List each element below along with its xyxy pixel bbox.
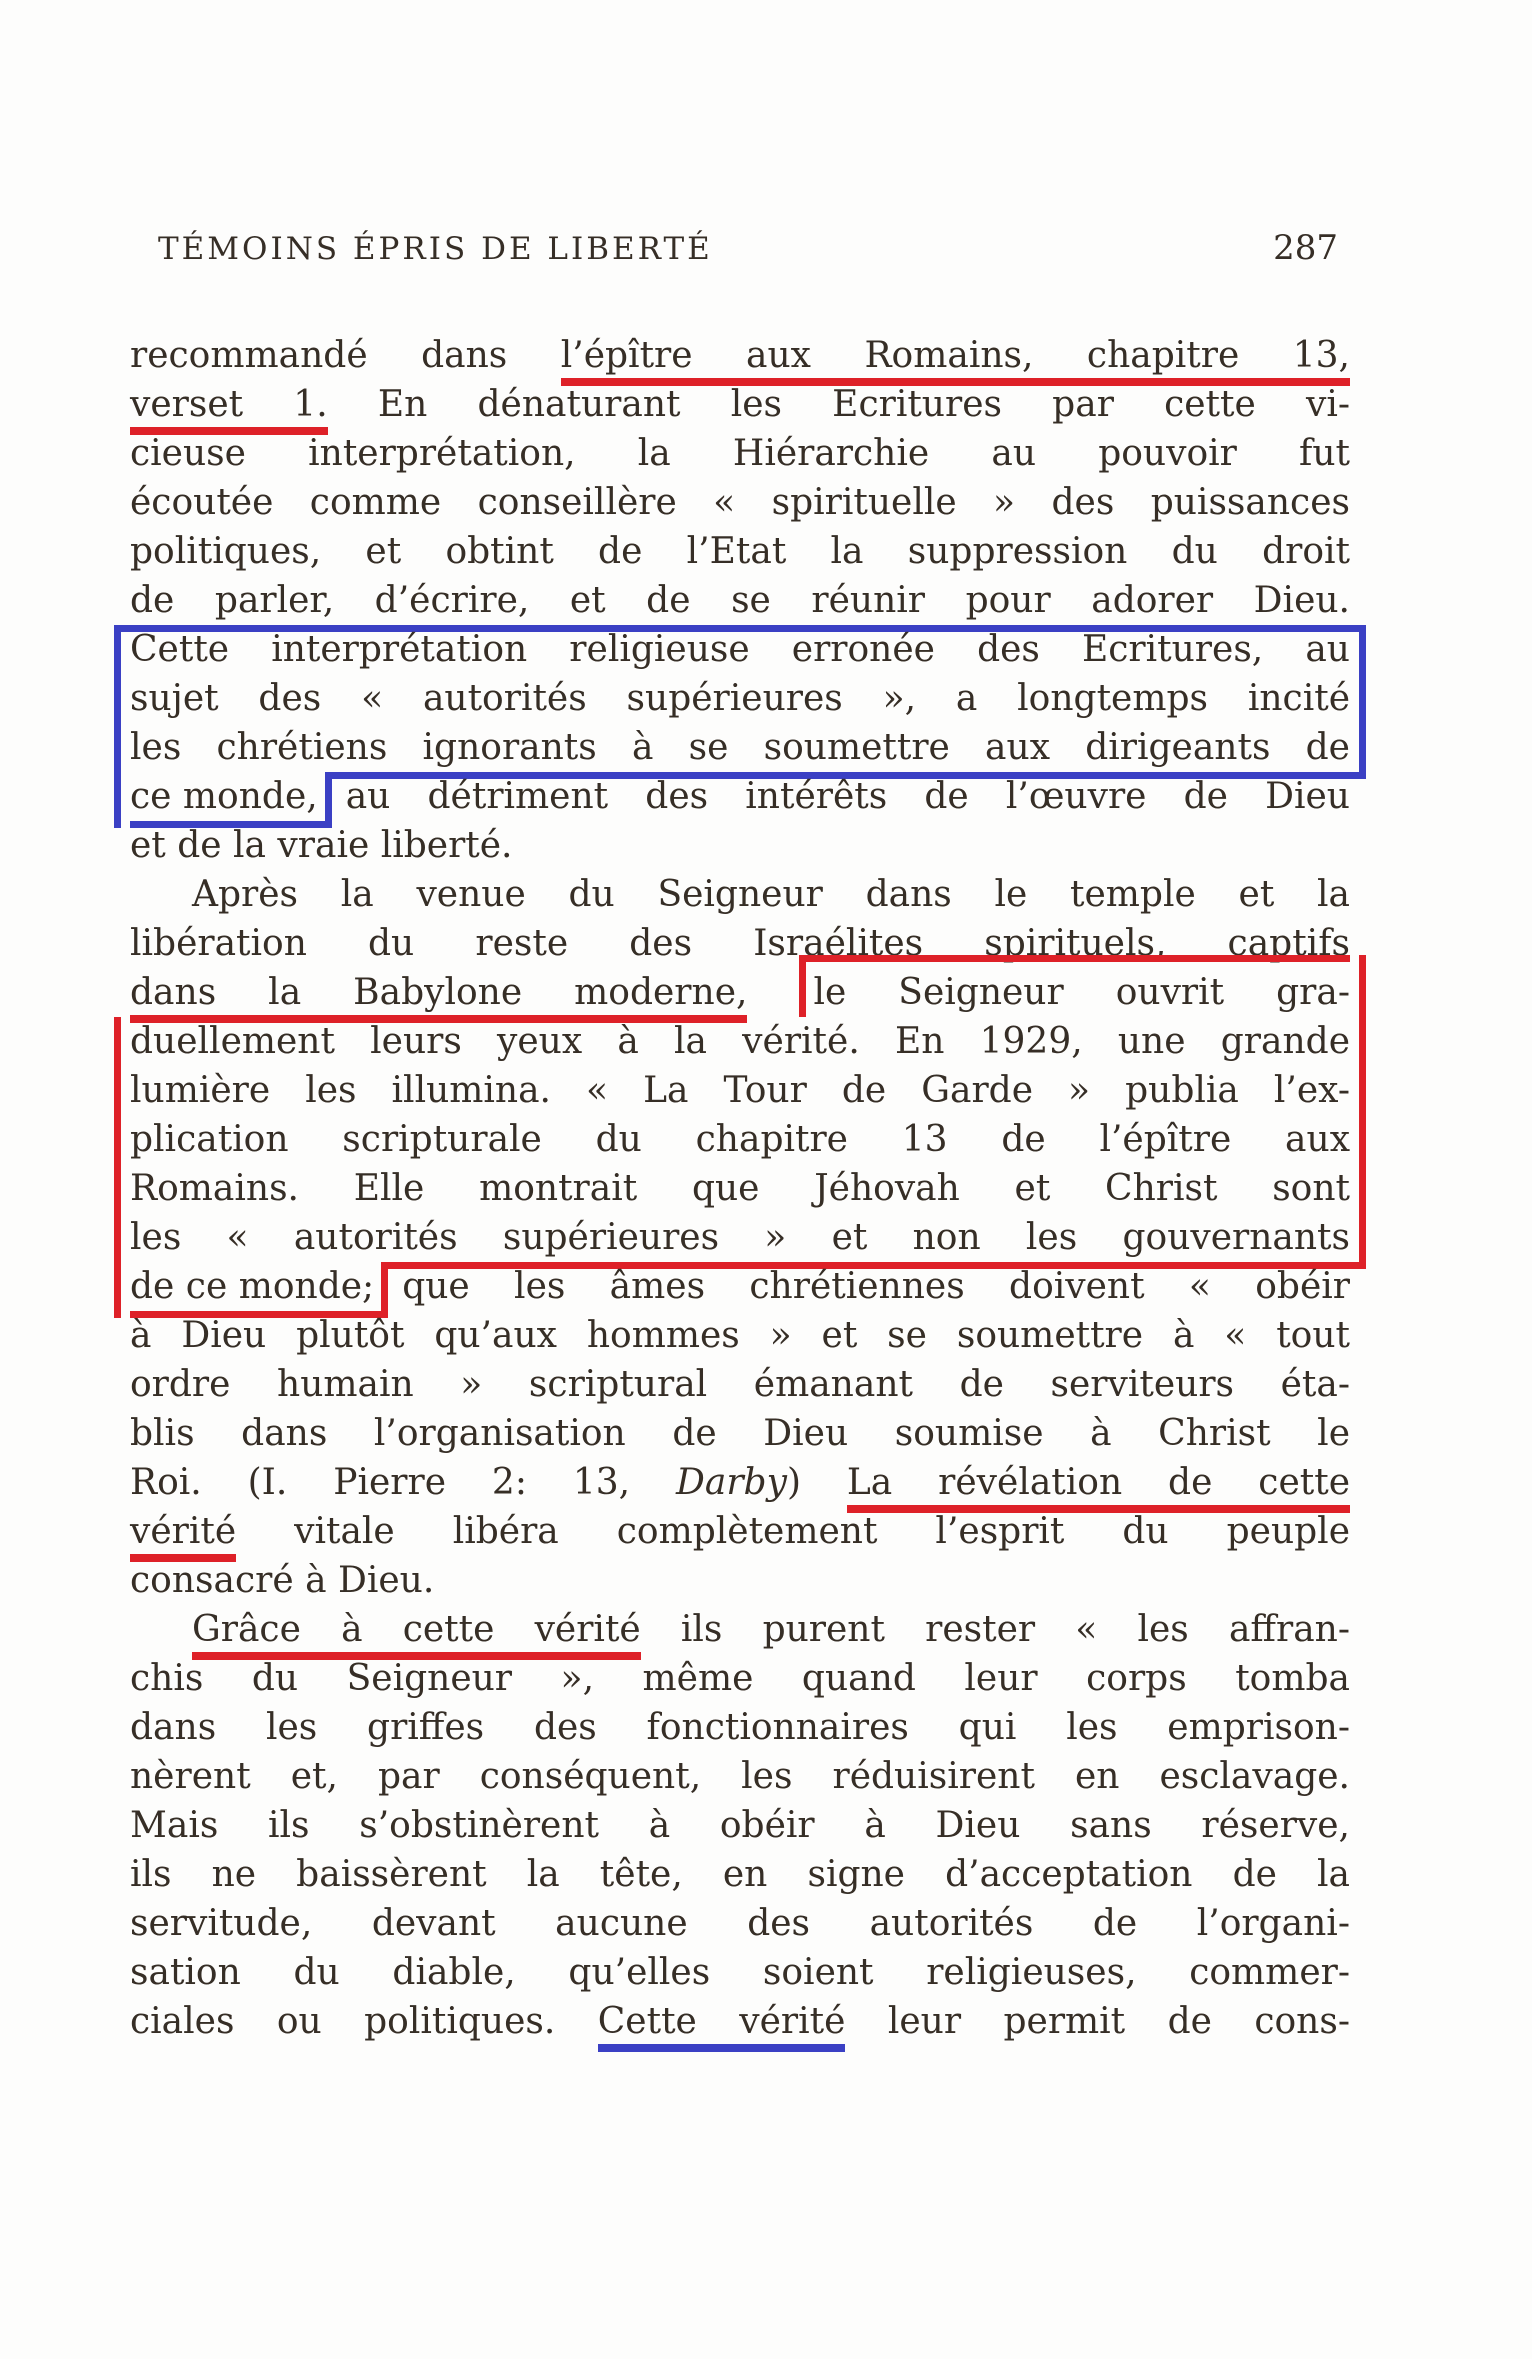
text-line — [130, 331, 1350, 380]
text-line — [130, 1458, 1350, 1507]
text-line — [130, 1654, 1350, 1703]
red-underline-segment: l’épître aux Romains, chapitre 13, — [561, 335, 1350, 386]
pocket-segment: ce monde, — [130, 772, 332, 828]
text-line — [130, 1948, 1350, 1997]
italic-segment: Darby — [676, 1462, 787, 1503]
text-line — [130, 1311, 1350, 1360]
page-header — [130, 228, 1350, 268]
text-line-annotated — [114, 625, 1366, 674]
rest-segment: au détriment des intérêts de l’œuvre de Dieu — [332, 772, 1366, 821]
text-line — [130, 870, 1350, 919]
text-line — [130, 576, 1350, 625]
text-segment: Cette interprétation religieuse erronée des Ecritures, au — [130, 629, 1350, 670]
text-segment: Mais ils s’obstinèrent à obéir à Dieu sans réserve, — [130, 1805, 1350, 1846]
text-line — [130, 1409, 1350, 1458]
text-segment: ordre humain » scriptural émanant de serviteurs éta- — [130, 1364, 1350, 1405]
text-line-annotated — [130, 968, 1350, 1017]
blue-underline-segment: Cette vérité — [598, 2001, 846, 2052]
text-segment: écoutée comme conseillère « spirituelle » des puissances — [130, 482, 1350, 523]
text-segment: à Dieu plutôt qu’aux hommes » et se soumettre à « tout — [130, 1315, 1350, 1356]
text-segment: recommandé dans — [130, 335, 561, 376]
red-underline-segment: vérité — [130, 1511, 236, 1562]
text-line — [130, 1507, 1350, 1556]
text-segment: sujet des « autorités supérieures », a longtemps incité — [130, 678, 1350, 719]
text-segment: leur permit de cons- — [845, 2001, 1350, 2042]
text-line — [130, 1605, 1350, 1654]
text-segment: ils purent rester « les affran- — [640, 1609, 1350, 1650]
text-line — [130, 380, 1350, 429]
text-segment: ils ne baissèrent la tête, en signe d’acceptation de la — [130, 1854, 1350, 1895]
text-segment: cieuse interprétation, la Hiérarchie au pouvoir fut — [130, 433, 1350, 474]
text-line — [130, 478, 1350, 527]
text-segment: sation du diable, qu’elles soient religieuses, commer- — [130, 1952, 1350, 1993]
text-segment: Après la venue du Seigneur dans le temple et la — [192, 874, 1350, 915]
text-line — [130, 527, 1350, 576]
text-segment: les « autorités supérieures » et non les gouvernants — [130, 1217, 1350, 1258]
text-segment: Romains. Elle montrait que Jéhovah et Christ sont — [130, 1168, 1350, 1209]
red-underline-segment: verset 1. — [130, 384, 328, 435]
text-segment: et de la vraie liberté. — [130, 825, 513, 866]
text-segment: duellement leurs yeux à la vérité. En 1929, une grande — [130, 1021, 1350, 1062]
text-line — [130, 1752, 1350, 1801]
text-segment: les chrétiens ignorants à se soumettre aux dirigeants de — [130, 727, 1350, 768]
text-segment: blis dans l’organisation de Dieu soumise à Christ le — [130, 1413, 1350, 1454]
text-segment: politiques, et obtint de l’Etat la suppression du droit — [130, 531, 1350, 572]
text-line — [130, 1703, 1350, 1752]
text-block — [130, 331, 1350, 2046]
text-segment: ) — [786, 1462, 847, 1503]
red-box-open-segment: le Seigneur ouvrit gra- — [799, 955, 1350, 1017]
text-segment: nèrent et, par conséquent, les réduisirent en esclavage. — [130, 1756, 1350, 1797]
text-line-annotated — [130, 1262, 1350, 1311]
text-segment: servitude, devant aucune des autorités de l’organi- — [130, 1903, 1350, 1944]
text-line — [130, 1556, 1350, 1605]
text-segment: vitale libéra complètement l’esprit du peuple — [236, 1511, 1350, 1552]
text-line-annotated — [114, 1213, 1366, 1262]
text-line-annotated — [114, 723, 1366, 772]
text-segment: plication scripturale du chapitre 13 de l’épître aux — [130, 1119, 1350, 1160]
text-line — [130, 1997, 1350, 2046]
text-segment: Roi. (I. Pierre 2: 13, — [130, 1462, 677, 1503]
text-line-annotated — [114, 1066, 1366, 1115]
red-underline-segment: La révélation de cette — [847, 1462, 1350, 1513]
text-line-annotated — [114, 1115, 1366, 1164]
text-line — [130, 1899, 1350, 1948]
text-line-annotated — [114, 1017, 1366, 1066]
text-segment: chis du Seigneur », même quand leur corps tomba — [130, 1658, 1350, 1699]
red-underline-segment: Grâce à cette vérité — [192, 1609, 641, 1660]
pocket-segment: de ce monde; — [130, 1262, 388, 1318]
text-segment: libération du reste des Israélites spirituels, captifs — [130, 923, 1350, 964]
text-segment: consacré à Dieu. — [130, 1560, 435, 1601]
rest-segment: que les âmes chrétiennes doivent « obéir — [388, 1262, 1366, 1311]
text-line-annotated — [114, 674, 1366, 723]
text-line — [130, 429, 1350, 478]
text-line-annotated — [130, 772, 1350, 821]
text-segment: dans les griffes des fonctionnaires qui les emprison- — [130, 1707, 1350, 1748]
text-segment: lumière les illumina. « La Tour de Garde » publia l’ex- — [130, 1070, 1350, 1111]
text-line — [130, 1850, 1350, 1899]
text-line-annotated — [114, 1164, 1366, 1213]
red-underline-segment: dans la Babylone moderne, — [130, 972, 747, 1023]
text-segment: ciales ou politiques. — [130, 2001, 598, 2042]
text-segment: En dénaturant les Ecritures par cette vi- — [327, 384, 1351, 425]
text-segment: de parler, d’écrire, et de se réunir pour adorer Dieu. — [130, 580, 1350, 621]
text-line — [130, 1360, 1350, 1409]
text-line — [130, 1801, 1350, 1850]
page-number: 287 — [1273, 228, 1338, 268]
text-segment — [747, 972, 799, 1013]
text-line — [130, 821, 1350, 870]
running-title: TÉMOINS ÉPRIS DE LIBERTÉ — [158, 231, 713, 267]
